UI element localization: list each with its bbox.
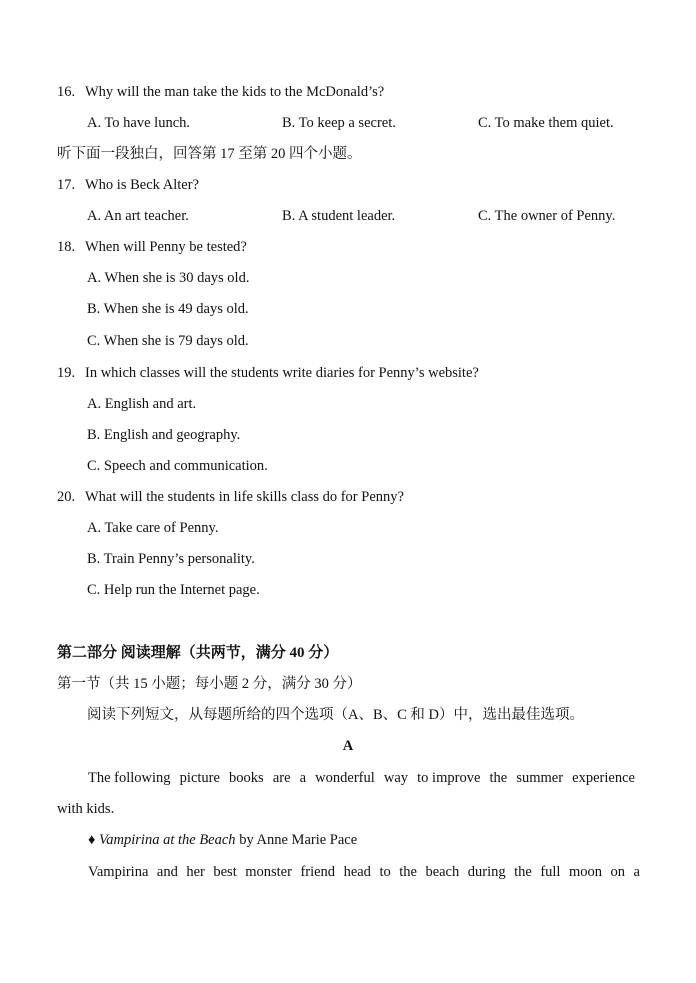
option-a: A. English and art.	[87, 396, 197, 412]
word: and	[156, 864, 178, 880]
word: her	[186, 864, 205, 880]
word: best	[213, 864, 237, 880]
word: a	[299, 770, 307, 786]
word: during	[467, 864, 506, 880]
question-text: What will the students in life skills class do for Penny?	[85, 489, 404, 505]
word: Vampirina	[88, 864, 149, 880]
option-a: A. When she is 30 days old.	[87, 270, 250, 286]
option-a: A. To have lunch.	[87, 115, 191, 131]
listening-instruction: 听下面一段独白，回答第 17 至第 20 四个小题。	[57, 146, 362, 162]
option-b: B. When she is 49 days old.	[87, 301, 249, 317]
question-text: When will Penny be tested?	[85, 239, 247, 255]
section-one-title: 第一节（共 15 小题；每小题 2 分，满分 30 分）	[57, 676, 362, 692]
passage-label: A	[342, 738, 354, 754]
word: the	[399, 864, 417, 880]
reading-instruction: 阅读下列短文，从每题所给的四个选项（A、B、C 和 D）中，选出最佳选项。	[87, 707, 585, 723]
option-c: C. To make them quiet.	[478, 115, 614, 131]
question-number: 16.	[57, 84, 76, 100]
book-title: Vampirina at the Beach	[99, 832, 236, 848]
word: on	[610, 864, 625, 880]
question-text: Who is Beck Alter?	[85, 177, 199, 193]
question-20	[57, 487, 404, 507]
word: friend	[300, 864, 336, 880]
book-author: by Anne Marie Pace	[235, 832, 358, 848]
word: to	[379, 864, 391, 880]
word: way	[383, 770, 409, 786]
option-a: A. Take care of Penny.	[87, 520, 219, 536]
option-b: B. English and geography.	[87, 427, 241, 443]
question-18	[57, 237, 247, 257]
question-text: Why will the man take the kids to the McDonald’s?	[85, 84, 385, 100]
word: beach	[425, 864, 460, 880]
option-b: B. A student leader.	[282, 208, 396, 224]
bullet-icon: ♦	[88, 832, 96, 848]
question-17	[57, 175, 199, 195]
word: moon	[568, 864, 602, 880]
word: The following	[88, 770, 171, 786]
word: are	[272, 770, 291, 786]
word: picture	[179, 770, 220, 786]
passage-intro-line: with kids.	[57, 801, 115, 817]
word: wonderful	[315, 770, 375, 786]
question-19	[57, 363, 479, 383]
book-entry	[88, 830, 357, 850]
word: full	[540, 864, 561, 880]
word: to improve	[417, 770, 481, 786]
option-c: C. When she is 79 days old.	[87, 333, 249, 349]
word: head	[343, 864, 371, 880]
word: books	[229, 770, 264, 786]
option-c: C. Help run the Internet page.	[87, 582, 260, 598]
part-two-title: 第二部分 阅读理解（共两节，满分 40 分）	[57, 645, 339, 661]
word: monster	[245, 864, 292, 880]
word: the	[514, 864, 532, 880]
option-c: C. Speech and communication.	[87, 458, 268, 474]
word: the	[489, 770, 508, 786]
option-c: C. The owner of Penny.	[478, 208, 616, 224]
question-number: 17.	[57, 177, 76, 193]
option-a: A. An art teacher.	[87, 208, 189, 224]
question-text: In which classes will the students write diaries for Penny’s website?	[85, 365, 479, 381]
word: experience	[572, 770, 635, 786]
book-description-line	[88, 862, 640, 882]
option-b: B. Train Penny’s personality.	[87, 551, 255, 567]
word: a	[633, 864, 640, 880]
question-number: 19.	[57, 365, 76, 381]
word: summer	[516, 770, 564, 786]
passage-intro-line	[88, 768, 635, 788]
option-b: B. To keep a secret.	[282, 115, 396, 131]
question-number: 18.	[57, 239, 76, 255]
question-number: 20.	[57, 489, 76, 505]
question-16	[57, 82, 384, 102]
